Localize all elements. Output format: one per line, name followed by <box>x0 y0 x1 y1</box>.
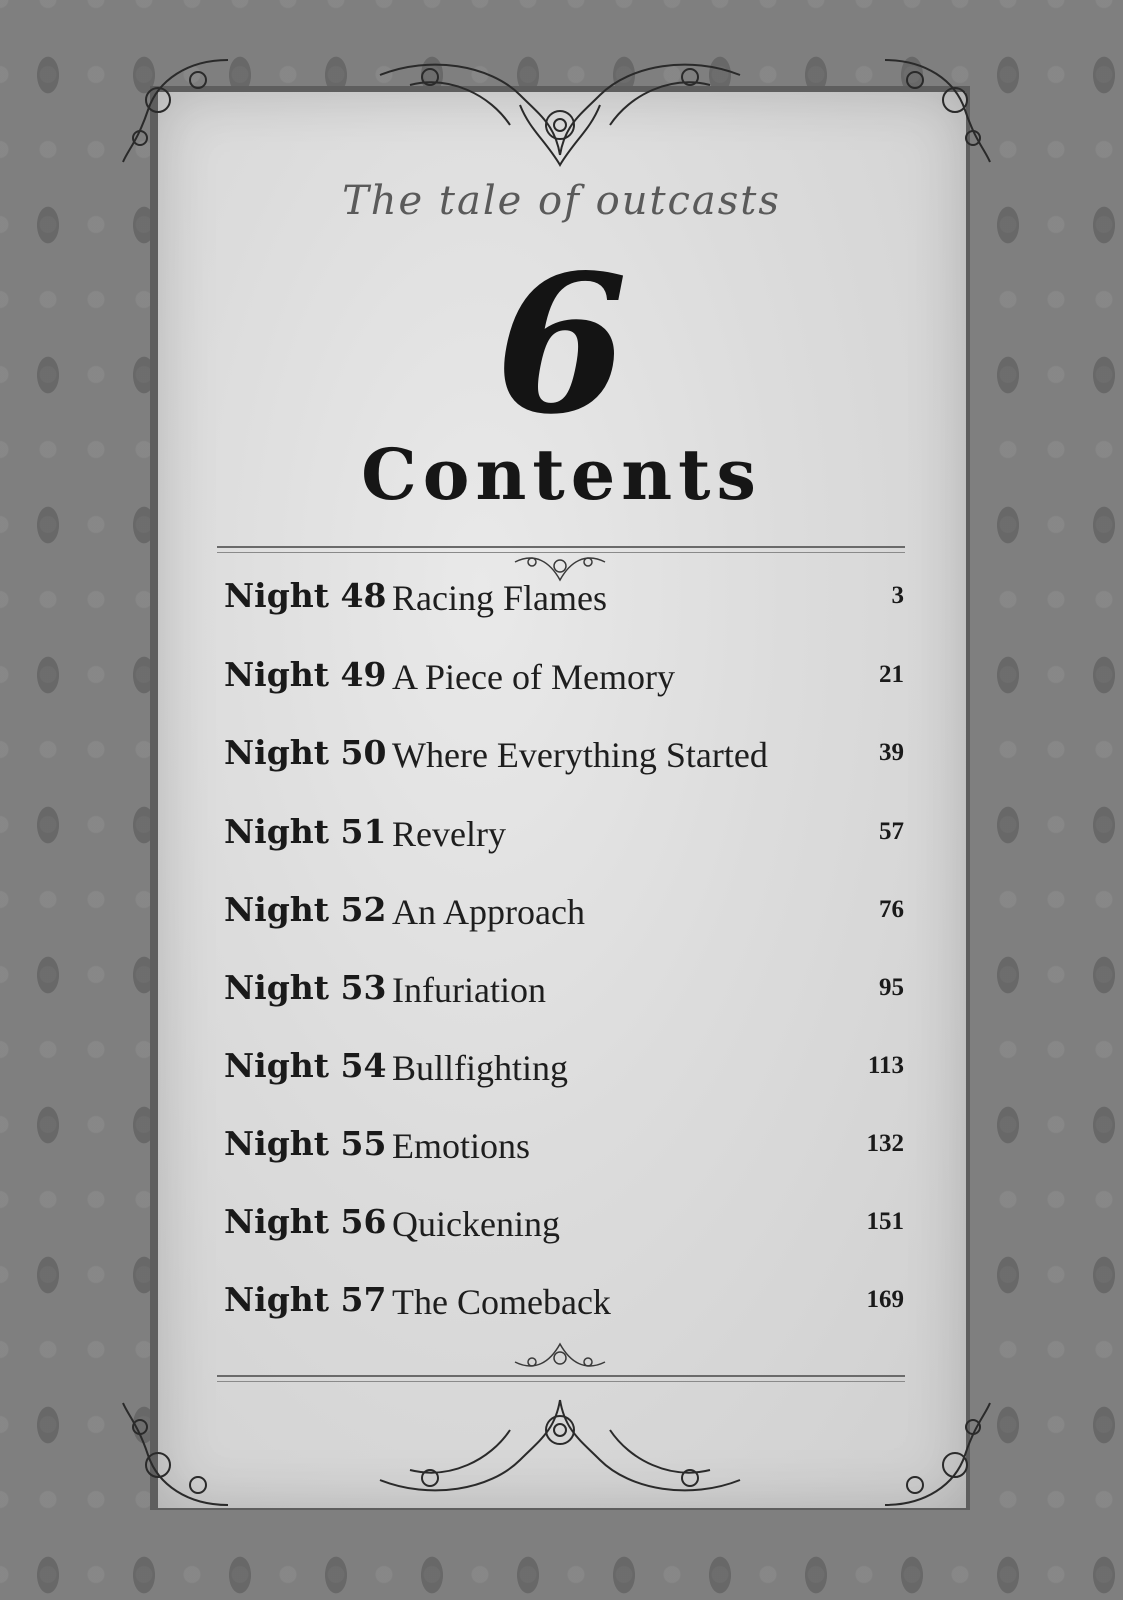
toc-row[interactable] <box>224 812 904 856</box>
toc-night-label: Night 53 <box>224 968 387 1007</box>
toc-night-label: Night 49 <box>224 655 387 694</box>
toc-chapter-title: Quickening <box>392 1204 560 1244</box>
toc-night-label: Night 54 <box>224 1046 387 1085</box>
top-flourish-icon <box>370 55 750 175</box>
toc-page-number: 113 <box>867 1052 904 1079</box>
toc-row[interactable] <box>224 1202 904 1246</box>
toc-chapter-title: A Piece of Memory <box>392 657 675 697</box>
toc-row[interactable] <box>224 890 904 934</box>
toc-night-label: Night 51 <box>224 812 387 851</box>
toc-page-number: 57 <box>879 818 904 845</box>
toc-page-number: 95 <box>879 974 904 1001</box>
toc-page-number: 151 <box>866 1208 904 1235</box>
toc-chapter-title: Infuriation <box>392 970 546 1010</box>
toc-chapter-title: Emotions <box>392 1126 531 1166</box>
series-title: The tale of outcasts <box>342 178 781 224</box>
volume-number: 6 <box>495 233 628 456</box>
toc-chapter-title: Bullfighting <box>392 1048 569 1088</box>
toc-night-label: Night 48 <box>224 576 387 615</box>
corner-flourish-top-left-icon <box>118 50 238 170</box>
toc-page-number: 39 <box>879 739 904 766</box>
toc-night-label: Night 50 <box>224 733 387 772</box>
bottom-flourish-icon <box>370 1380 750 1500</box>
corner-flourish-top-right-icon <box>875 50 995 170</box>
toc-chapter-title: Racing Flames <box>392 578 607 618</box>
corner-flourish-bottom-left-icon <box>118 1395 238 1515</box>
toc-night-label: Night 57 <box>224 1280 387 1319</box>
toc-row[interactable] <box>224 733 904 777</box>
toc-chapter-title: The Comeback <box>392 1282 611 1322</box>
toc-chapter-title: Where Everything Started <box>392 735 768 775</box>
corner-flourish-bottom-right-icon <box>875 1395 995 1515</box>
toc-row[interactable] <box>224 1280 904 1324</box>
toc-row[interactable] <box>224 655 904 699</box>
toc-night-label: Night 55 <box>224 1124 387 1163</box>
toc-page-number: 132 <box>866 1130 904 1157</box>
toc-row[interactable] <box>224 576 904 620</box>
divider-flourish-icon <box>510 1336 610 1372</box>
toc-page-number: 169 <box>866 1286 904 1313</box>
toc-row[interactable] <box>224 1124 904 1168</box>
toc-page-number: 3 <box>891 582 904 609</box>
toc-night-label: Night 52 <box>224 890 387 929</box>
toc-night-label: Night 56 <box>224 1202 387 1241</box>
toc-page-number: 76 <box>879 896 904 923</box>
contents-heading: Contents <box>361 433 762 516</box>
toc-chapter-title: Revelry <box>392 814 506 854</box>
bottom-divider <box>217 1375 905 1382</box>
toc-row[interactable] <box>224 968 904 1012</box>
toc-chapter-title: An Approach <box>392 892 585 932</box>
toc-page-number: 21 <box>879 661 904 688</box>
toc-row[interactable] <box>224 1046 904 1090</box>
